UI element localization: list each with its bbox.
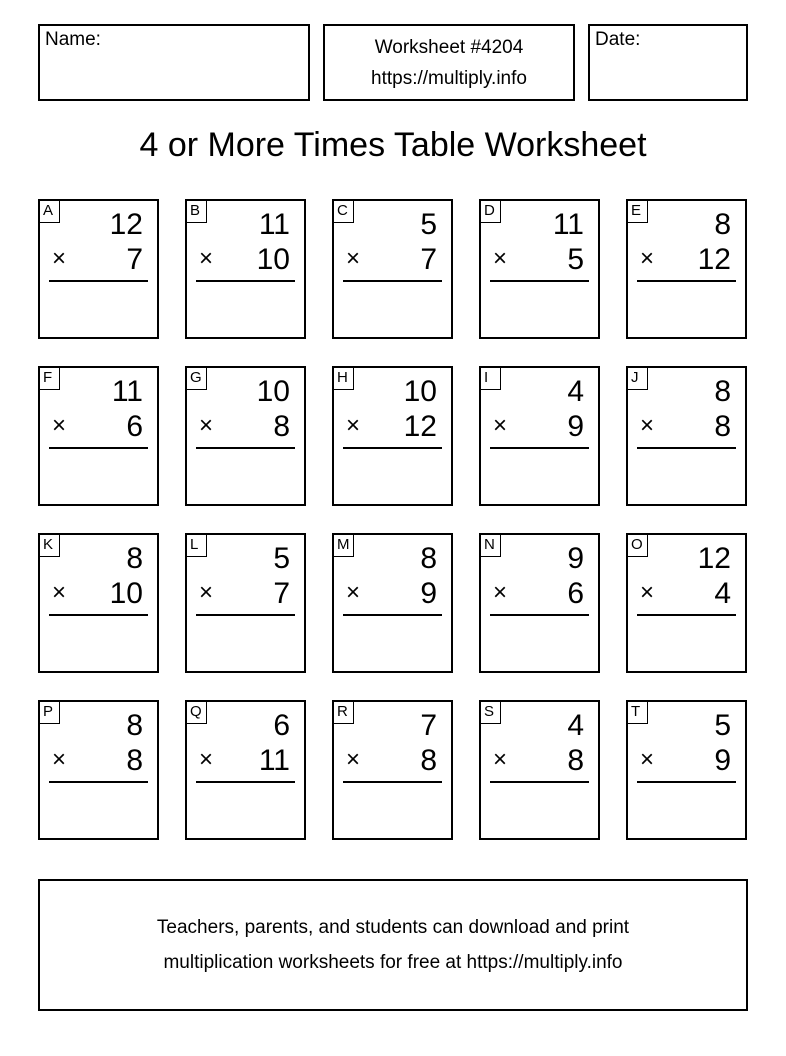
answer-line	[343, 781, 442, 783]
problem-letter: B	[187, 201, 207, 223]
answer-line	[490, 447, 589, 449]
problem-multiplicand: 12	[697, 542, 731, 575]
problem-card[interactable]	[38, 366, 159, 506]
times-icon: ×	[52, 579, 67, 606]
times-icon: ×	[199, 245, 214, 272]
answer-line	[49, 447, 148, 449]
problem-card[interactable]	[626, 700, 747, 840]
times-icon: ×	[640, 245, 655, 272]
name-field[interactable]	[38, 24, 310, 101]
problem-multiplicand: 6	[273, 709, 290, 742]
problem-letter: I	[481, 368, 501, 390]
footer-line-2: multiplication worksheets for free at https://multiply.info	[163, 952, 623, 973]
problem-multiplicand: 12	[109, 208, 143, 241]
problem-multiplicand: 10	[256, 375, 290, 408]
date-field[interactable]	[588, 24, 748, 101]
times-icon: ×	[52, 746, 67, 773]
problem-multiplicand: 11	[111, 375, 143, 408]
problem-card[interactable]	[479, 700, 600, 840]
problem-card[interactable]	[185, 700, 306, 840]
problem-letter: Q	[187, 702, 207, 724]
problem-multiplicand: 8	[714, 208, 731, 241]
problem-letter: T	[628, 702, 648, 724]
problem-multiplier: 8	[420, 744, 437, 777]
answer-line	[196, 614, 295, 616]
problem-letter: P	[40, 702, 60, 724]
problem-card[interactable]	[626, 533, 747, 673]
times-icon: ×	[493, 579, 508, 606]
answer-line	[49, 280, 148, 282]
problem-letter: J	[628, 368, 648, 390]
problem-multiplier: 9	[567, 410, 584, 443]
problem-card[interactable]	[479, 366, 600, 506]
problem-multiplier: 8	[714, 410, 731, 443]
problem-multiplier: 4	[714, 577, 731, 610]
problem-multiplier: 12	[403, 410, 437, 443]
answer-line	[637, 280, 736, 282]
problem-multiplicand: 5	[273, 542, 290, 575]
problem-letter: E	[628, 201, 648, 223]
problem-letter: C	[334, 201, 354, 223]
problem-multiplicand: 8	[714, 375, 731, 408]
times-icon: ×	[640, 579, 655, 606]
problem-card[interactable]	[626, 199, 747, 339]
problem-multiplier: 8	[567, 744, 584, 777]
problem-multiplier: 6	[126, 410, 143, 443]
problem-letter: G	[187, 368, 207, 390]
answer-line	[637, 614, 736, 616]
times-icon: ×	[640, 746, 655, 773]
problem-card[interactable]	[38, 700, 159, 840]
worksheet-number: Worksheet #4204	[374, 37, 524, 58]
problem-letter: K	[40, 535, 60, 557]
problem-multiplier: 8	[126, 744, 143, 777]
problem-multiplicand: 9	[567, 542, 584, 575]
problem-multiplier: 7	[420, 243, 437, 276]
problem-letter: F	[40, 368, 60, 390]
times-icon: ×	[493, 245, 508, 272]
problem-multiplier: 12	[697, 243, 731, 276]
times-icon: ×	[346, 746, 361, 773]
problem-letter: O	[628, 535, 648, 557]
problem-multiplicand: 8	[126, 709, 143, 742]
problem-card[interactable]	[332, 533, 453, 673]
name-label: Name:	[45, 29, 101, 50]
problem-letter: R	[334, 702, 354, 724]
problem-card[interactable]	[332, 199, 453, 339]
answer-line	[49, 781, 148, 783]
problem-card[interactable]	[38, 199, 159, 339]
times-icon: ×	[52, 245, 67, 272]
times-icon: ×	[346, 245, 361, 272]
date-label: Date:	[595, 29, 641, 50]
problem-letter: D	[481, 201, 501, 223]
problem-card[interactable]	[479, 533, 600, 673]
times-icon: ×	[199, 579, 214, 606]
answer-line	[490, 280, 589, 282]
answer-line	[490, 781, 589, 783]
page-title: 4 or More Times Table Worksheet	[139, 126, 647, 164]
problem-multiplier: 6	[567, 577, 584, 610]
problem-multiplier: 10	[256, 243, 290, 276]
answer-line	[196, 280, 295, 282]
problem-multiplier: 8	[273, 410, 290, 443]
times-icon: ×	[199, 412, 214, 439]
problem-card[interactable]	[626, 366, 747, 506]
problem-multiplier: 7	[273, 577, 290, 610]
times-icon: ×	[346, 412, 361, 439]
problem-card[interactable]	[185, 366, 306, 506]
worksheet-url[interactable]: https://multiply.info	[371, 68, 527, 89]
problem-letter: S	[481, 702, 501, 724]
answer-line	[637, 447, 736, 449]
problem-letter: M	[334, 535, 354, 557]
footer-line-1: Teachers, parents, and students can download and print	[156, 917, 630, 938]
problem-letter: L	[187, 535, 207, 557]
problem-multiplier: 5	[567, 243, 584, 276]
answer-line	[343, 614, 442, 616]
problem-card[interactable]	[332, 700, 453, 840]
answer-line	[343, 447, 442, 449]
answer-line	[196, 447, 295, 449]
problem-multiplicand: 4	[567, 709, 584, 742]
times-icon: ×	[640, 412, 655, 439]
problem-letter: N	[481, 535, 501, 557]
problem-multiplicand: 11	[258, 208, 290, 241]
times-icon: ×	[199, 746, 214, 773]
answer-line	[343, 280, 442, 282]
problem-letter: A	[40, 201, 60, 223]
problem-multiplicand: 4	[567, 375, 584, 408]
times-icon: ×	[493, 412, 508, 439]
problem-multiplier: 7	[126, 243, 143, 276]
problem-multiplier: 9	[420, 577, 437, 610]
answer-line	[49, 614, 148, 616]
problem-letter: H	[334, 368, 354, 390]
problem-multiplier: 9	[714, 744, 731, 777]
times-icon: ×	[52, 412, 67, 439]
problem-multiplicand: 10	[403, 375, 437, 408]
problem-multiplicand: 5	[714, 709, 731, 742]
problem-card[interactable]	[332, 366, 453, 506]
answer-line	[637, 781, 736, 783]
problem-card[interactable]	[185, 199, 306, 339]
problem-multiplier: 10	[109, 577, 143, 610]
problem-multiplicand: 8	[420, 542, 437, 575]
times-icon: ×	[346, 579, 361, 606]
problem-multiplicand: 11	[552, 208, 584, 241]
times-icon: ×	[493, 746, 508, 773]
problem-card[interactable]	[185, 533, 306, 673]
footer-note	[38, 879, 748, 1011]
answer-line	[490, 614, 589, 616]
answer-line	[196, 781, 295, 783]
problem-card[interactable]	[38, 533, 159, 673]
worksheet-info	[323, 24, 575, 101]
problem-multiplicand: 5	[420, 208, 437, 241]
problem-multiplier: 11	[258, 744, 290, 777]
problem-card[interactable]	[479, 199, 600, 339]
problem-multiplicand: 8	[126, 542, 143, 575]
problem-multiplicand: 7	[420, 709, 437, 742]
